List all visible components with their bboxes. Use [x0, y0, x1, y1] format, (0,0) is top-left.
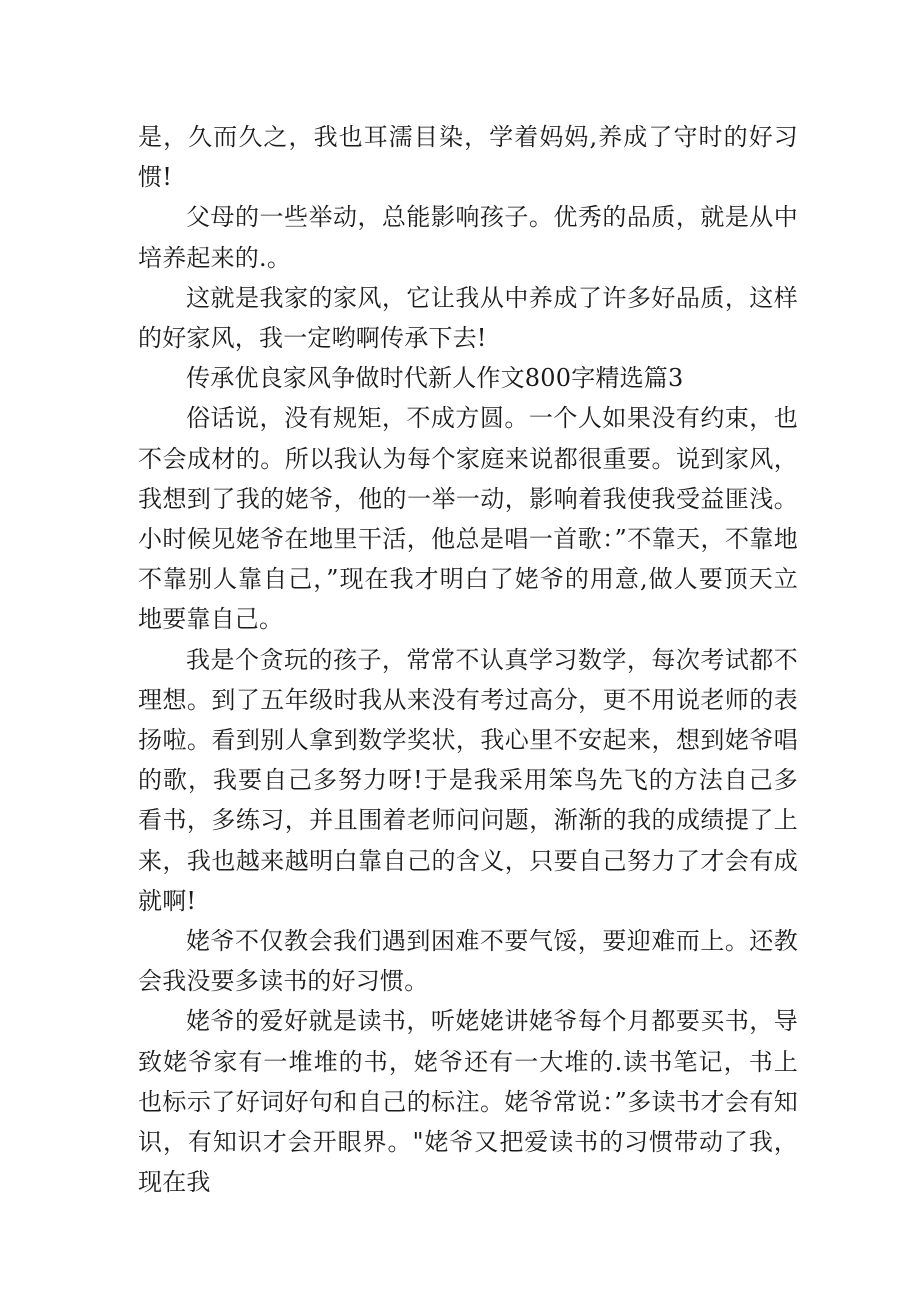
paragraph: 父母的一些举动，总能影响孩子。优秀的品质，就是从中培养起来的.。: [138, 203, 798, 272]
section-heading: 传承优良家风争做时代新人作文800字精选篇3: [186, 364, 684, 393]
paragraph: 姥爷不仅教会我们遇到困难不要气馁，要迎难而上。还教会我没要多读书的好习惯。: [138, 927, 798, 996]
paragraph: 我是个贪玩的孩子，常常不认真学习数学，每次考试都不理想。到了五年级时我从来没有考过高分，更不用说老师的表扬啦。看到别人拿到数学奖状，我心里不安起来，想到姥爷唱的歌，我要自己多努力呀!于是我采用笨鸟先飞的方法自己多看书，多练习，并且围着老师问问题，渐渐的我的成绩提了上来，我也越来越明白靠自己的含义，只要自己努力了才会有成就啊!: [138, 645, 798, 915]
document-body: [138, 117, 798, 1202]
paragraph: 俗话说，没有规矩，不成方圆。一个人如果没有约束，也不会成材的。所以我认为每个家庭来说都很重要。说到家风，我想到了我的姥爷，他的一举一动，影响着我使我受益匪浅。小时候见姥爷在地里干活，他总是唱一首歌：”不靠天，不靠地不靠别人靠自己，”现在我才明白了姥爷的用意,做人要顶天立地要靠自己。: [138, 404, 798, 634]
paragraph: 姥爷的爱好就是读书，听姥姥讲姥爷每个月都要买书，导致姥爷家有一堆堆的书，姥爷还有一大堆的.读书笔记，书上也标示了好词好句和自己的标注。姥爷常说：”多读书才会有知识，有知识才会开眼界。"姥爷又把爱读书的习惯带动了我，现在我: [138, 1007, 798, 1197]
paragraph: 这就是我家的家风，它让我从中养成了许多好品质，这样的好家风，我一定哟啊传承下去!: [138, 283, 798, 353]
paragraph-continuation: 是，久而久之，我也耳濡目染，学着妈妈,养成了守时的好习惯!: [138, 123, 798, 192]
